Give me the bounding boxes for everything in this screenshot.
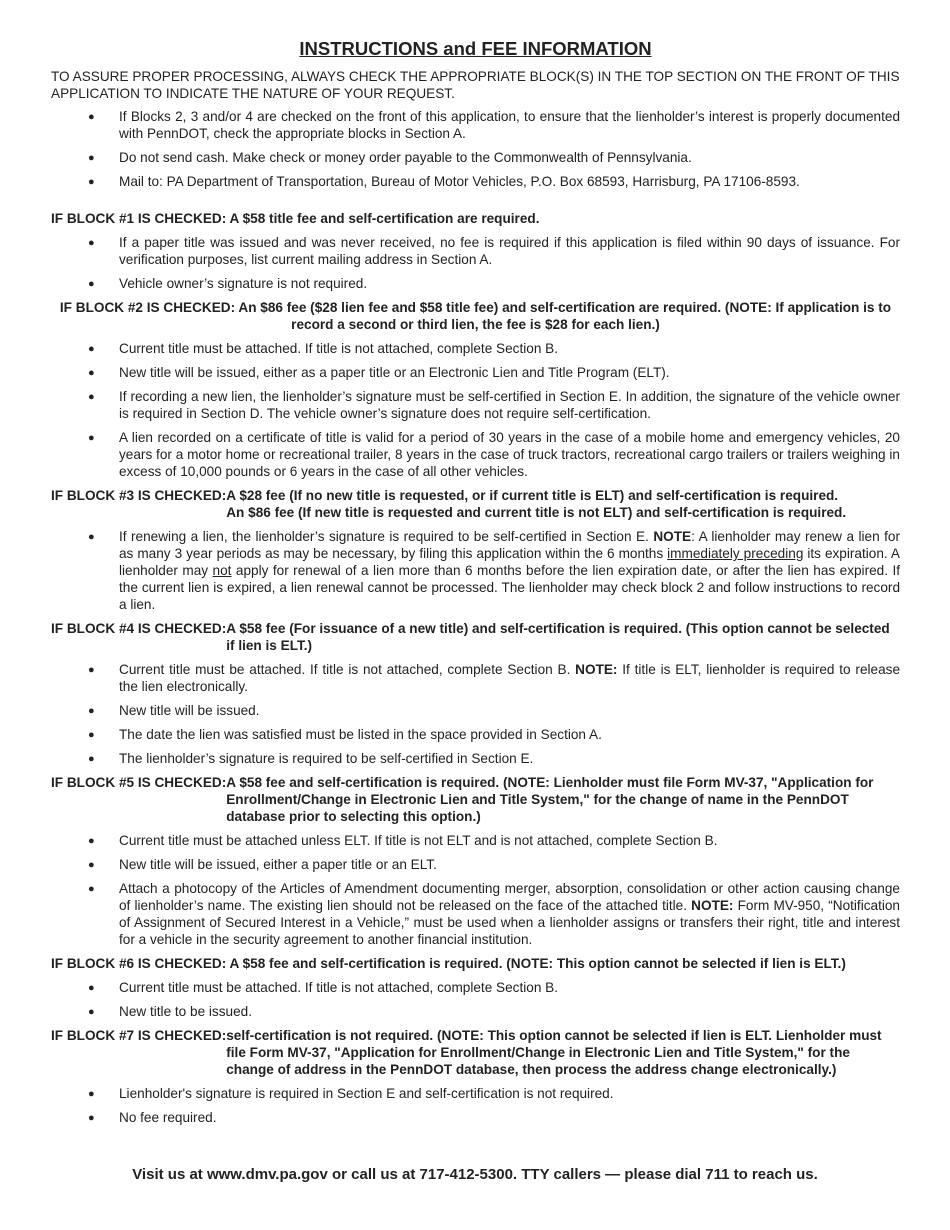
- block6-list: [51, 979, 900, 1020]
- general-instructions-list: [51, 108, 900, 190]
- block3-heading-line2: An $86 fee (If new title is requested and current title is not ELT) and self-certification is required.: [226, 505, 847, 520]
- block4-item-text: Current title must be attached. If title is not attached, complete Section B.: [119, 662, 576, 677]
- block3-heading-line1: A $28 fee (If no new title is requested, or if current title is ELT) and self-certification is required.: [226, 488, 839, 503]
- list-item: ● New title to be issued.: [88, 1003, 900, 1020]
- list-item: [88, 528, 900, 613]
- list-item: ● If Blocks 2, 3 and/or 4 are checked on the front of this application, to ensure that the lienholder’s interest is properly documented with PennDOT, check the appropriate blocks in Section A.: [88, 108, 900, 142]
- block3-item-text: : A lienholder may renew a lien for as many 3 year periods as may be necessary, by filing this application within the 6 months: [119, 529, 900, 561]
- contact-footer: Visit us at www.dmv.pa.gov or call us at 717-412-5300. TTY callers — please dial 711 to reach us.: [132, 1166, 818, 1183]
- list-item: [88, 880, 900, 948]
- list-item: ● New title will be issued.: [88, 702, 900, 719]
- page-title: INSTRUCTIONS and FEE INFORMATION: [299, 38, 652, 59]
- note-label: NOTE:: [575, 662, 618, 677]
- block5-heading-lead: IF BLOCK #5 IS CHECKED:: [51, 775, 227, 790]
- block2-heading: IF BLOCK #2 IS CHECKED: An $86 fee ($28 lien fee and $58 title fee) and self-certification are required. (NOTE: If application is to record a second or third lien, the fee is $28 for each lien.): [59, 300, 892, 332]
- block5-item-text: Form MV-950, “Notification of Assignment of Secured Interest in a Vehicle,” must be used when a lienholder assigns or transfers their right, title and interest for a vehicle in the security agreement to another financial institution.: [119, 898, 900, 947]
- list-item: ● If recording a new lien, the lienholder’s signature must be self-certified in Section E. In addition, the signature of the vehicle owner is required in Section D. The vehicle owner’s signature does not require self-certification.: [88, 388, 900, 422]
- block3-item-text: apply for renewal of a lien more than 6 months before the lien expiration date, or after the lien has expired. If the current lien is expired, a lien renewal cannot be processed. The lienholder may check block 2 and follow instructions to record a lien.: [119, 563, 900, 612]
- block4-heading: [51, 620, 900, 654]
- list-item: ● The date the lien was satisfied must be listed in the space provided in Section A.: [88, 726, 900, 743]
- list-item: ● If a paper title was issued and was never received, no fee is required if this application is filed within 90 days of issuance. For verification purposes, list current mailing address in Section A.: [88, 234, 900, 268]
- block2-list: [51, 340, 900, 480]
- block7-heading: [51, 1027, 900, 1078]
- block4-list: [51, 661, 900, 767]
- block3-list: [51, 528, 900, 613]
- block5-list: [51, 832, 900, 948]
- list-item: ● No fee required.: [88, 1109, 900, 1126]
- emphasis-text: immediately preceding: [667, 546, 804, 561]
- list-item: ● Do not send cash. Make check or money order payable to the Commonwealth of Pennsylvania.: [88, 149, 900, 166]
- emphasis-text: not: [212, 563, 232, 578]
- block7-heading-text: self-certification is not required. (NOTE: This option cannot be selected if lien is ELT. Lienholder must file Form MV-37, "Application for Enrollment/Change in Electronic Lien and Title System," for the change of address in the PennDOT database, then process the address change electronically.): [226, 1028, 882, 1077]
- note-label: NOTE:: [691, 898, 734, 913]
- intro-paragraph: TO ASSURE PROPER PROCESSING, ALWAYS CHECK THE APPROPRIATE BLOCK(S) IN THE TOP SECTION ON THE FRONT OF THIS APPLICATION TO INDICATE THE NATURE OF YOUR REQUEST.: [51, 69, 900, 101]
- block3-heading-lead: IF BLOCK #3 IS CHECKED:: [51, 488, 227, 503]
- block5-heading: [51, 774, 900, 825]
- list-item: [88, 661, 900, 695]
- block1-heading: IF BLOCK #1 IS CHECKED: A $58 title fee and self-certification are required.: [51, 211, 540, 226]
- list-item: ● Current title must be attached. If title is not attached, complete Section B.: [88, 979, 900, 996]
- list-item: ● The lienholder’s signature is required to be self-certified in Section E.: [88, 750, 900, 767]
- list-item: ● New title will be issued, either as a paper title or an Electronic Lien and Title Program (ELT).: [88, 364, 900, 381]
- list-item: ● A lien recorded on a certificate of title is valid for a period of 30 years in the case of a mobile home and emergency vehicles, 20 years for a motor home or recreational trailer, 8 years in the case of truck tractors, recreational cargo trailers or trailers weighing in excess of 10,000 pounds or 6 years in the case of all other vehicles.: [88, 429, 900, 480]
- block5-item-text: Attach a photocopy of the Articles of Amendment documenting merger, absorption, consolidation or other action causing change of lienholder’s name. The existing lien should not be released on the face of the attached title.: [119, 881, 900, 913]
- block7-list: [51, 1085, 900, 1126]
- block1-list: [51, 234, 900, 292]
- block3-item-text: If renewing a lien, the lienholder’s signature is required to be self-certified in Section E.: [119, 529, 654, 544]
- list-item: ● Current title must be attached. If title is not attached, complete Section B.: [88, 340, 900, 357]
- block4-heading-text: A $58 fee (For issuance of a new title) and self-certification is required. (This option cannot be selected if lien is ELT.): [226, 621, 890, 653]
- block3-item-text: its expiration. A lienholder may: [119, 546, 900, 578]
- block4-item-text: If title is ELT, lienholder is required to release the lien electronically.: [119, 662, 900, 694]
- block3-heading: [51, 487, 900, 521]
- block4-heading-lead: IF BLOCK #4 IS CHECKED:: [51, 621, 227, 636]
- list-item: ● New title will be issued, either a paper title or an ELT.: [88, 856, 900, 873]
- list-item: ● Lienholder's signature is required in Section E and self-certification is not required.: [88, 1085, 900, 1102]
- list-item: ● Mail to: PA Department of Transportation, Bureau of Motor Vehicles, P.O. Box 68593, Harrisburg, PA 17106-8593.: [88, 173, 900, 190]
- list-item: ● Current title must be attached unless ELT. If title is not ELT and is not attached, complete Section B.: [88, 832, 900, 849]
- list-item: ● Vehicle owner’s signature is not required.: [88, 275, 900, 292]
- note-label: NOTE: [653, 529, 692, 544]
- block6-heading: IF BLOCK #6 IS CHECKED: A $58 fee and self-certification is required. (NOTE: This option cannot be selected if lien is ELT.): [51, 956, 846, 971]
- block7-heading-lead: IF BLOCK #7 IS CHECKED:: [51, 1028, 227, 1043]
- block5-heading-text: A $58 fee and self-certification is required. (NOTE: Lienholder must file Form MV-37, "Application for Enrollment/Change in Electronic Lien and Title System," for the change of name in the PennDOT database prior to selecting this option.): [226, 775, 874, 824]
